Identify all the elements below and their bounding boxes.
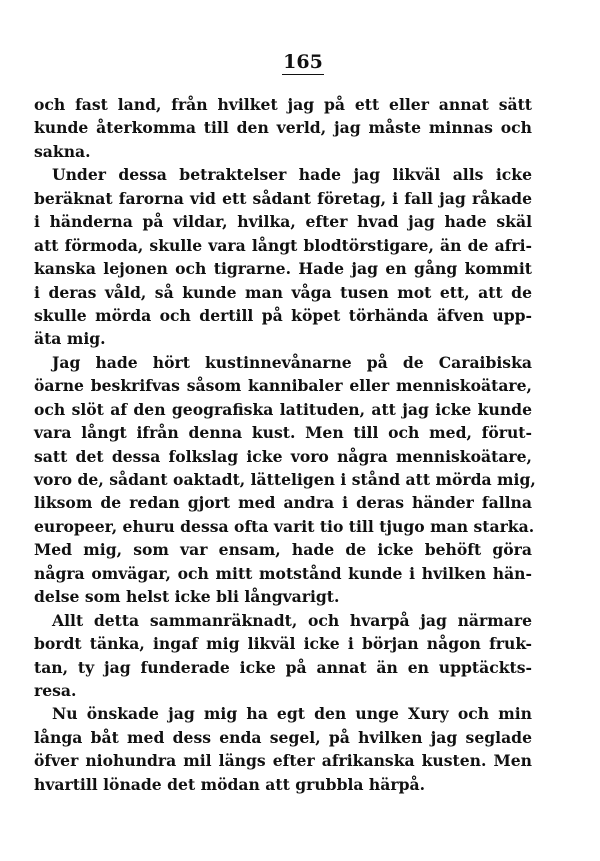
text-line: Nu önskade jag mig ha egt den unge Xury och min	[52, 704, 532, 724]
page-number	[0, 51, 600, 75]
text-line: resa.	[34, 680, 77, 700]
text-line: i händerna på vildar, hvilka, efter hvad jag hade skäl	[34, 212, 532, 232]
text-line: beräknat farorna vid ett sådant företag, i fall jag råkade	[34, 188, 532, 208]
text-line: Under dessa betraktelser hade jag likväl alls icke	[52, 165, 532, 185]
paragraph	[34, 163, 532, 351]
text-line: öarne beskrifvas såsom kannibaler eller menniskoätare,	[34, 376, 532, 396]
text-line: vara långt ifrån denna kust. Men till och med, förut-	[34, 423, 532, 443]
paragraph	[34, 702, 532, 796]
text-line: i deras våld, så kunde man våga tusen mot ett, att de	[34, 282, 532, 302]
text-line: öfver niohundra mil längs efter afrikanska kusten. Men	[34, 751, 532, 771]
text-line: Med mig, som var ensam, hade de icke behöft göra	[34, 540, 532, 560]
text-line: tan, ty jag funderade icke på annat än en upptäckts-	[34, 657, 532, 677]
text-line: kanska lejonen och tigrarne. Hade jag en gång kommit	[34, 259, 532, 279]
paragraph	[34, 93, 532, 163]
text-line: voro de, sådant oaktadt, lätteligen i stånd att mörda mig,	[34, 470, 536, 489]
text-line: delse som helst icke bli långvarigt.	[34, 587, 340, 607]
body-text	[34, 93, 536, 796]
text-line: äta mig.	[34, 329, 106, 349]
paragraph	[34, 609, 532, 703]
text-line: och slöt af den geografiska latituden, att jag icke kunde	[34, 399, 532, 419]
paragraph	[34, 351, 536, 609]
text-line: och fast land, från hvilket jag på ett eller annat sätt	[34, 95, 532, 114]
text-line: Jag hade hört kustinnevånarne på de Caraibiska	[52, 352, 532, 372]
text-line: långa båt med dess enda segel, på hvilken jag seglade	[34, 727, 532, 747]
text-line: Allt detta sammanräknadt, och hvarpå jag närmare	[52, 610, 532, 630]
text-line: hvartill lönade det mödan att grubbla härpå.	[34, 774, 426, 794]
text-line: skulle mörda och dertill på köpet törhända äfven upp-	[34, 305, 532, 325]
text-line: europeer, ehuru dessa ofta varit tio till tjugo man starka.	[34, 516, 535, 536]
text-line: sakna.	[34, 141, 91, 161]
text-line: några omvägar, och mitt motstånd kunde i hvilken hän-	[34, 563, 532, 583]
page-number-text: 165	[283, 51, 323, 73]
text-line: satt det dessa folkslag icke voro några menniskoätare,	[34, 446, 532, 466]
text-line: liksom de redan gjort med andra i deras händer fallna	[34, 493, 532, 513]
text-line: bordt tänka, ingaf mig likväl icke i början någon fruk-	[34, 634, 532, 654]
text-line: kunde återkomma till den verld, jag måste minnas och	[34, 118, 532, 138]
text-line: att förmoda, skulle vara långt blodtörstigare, än de afri-	[34, 235, 532, 255]
